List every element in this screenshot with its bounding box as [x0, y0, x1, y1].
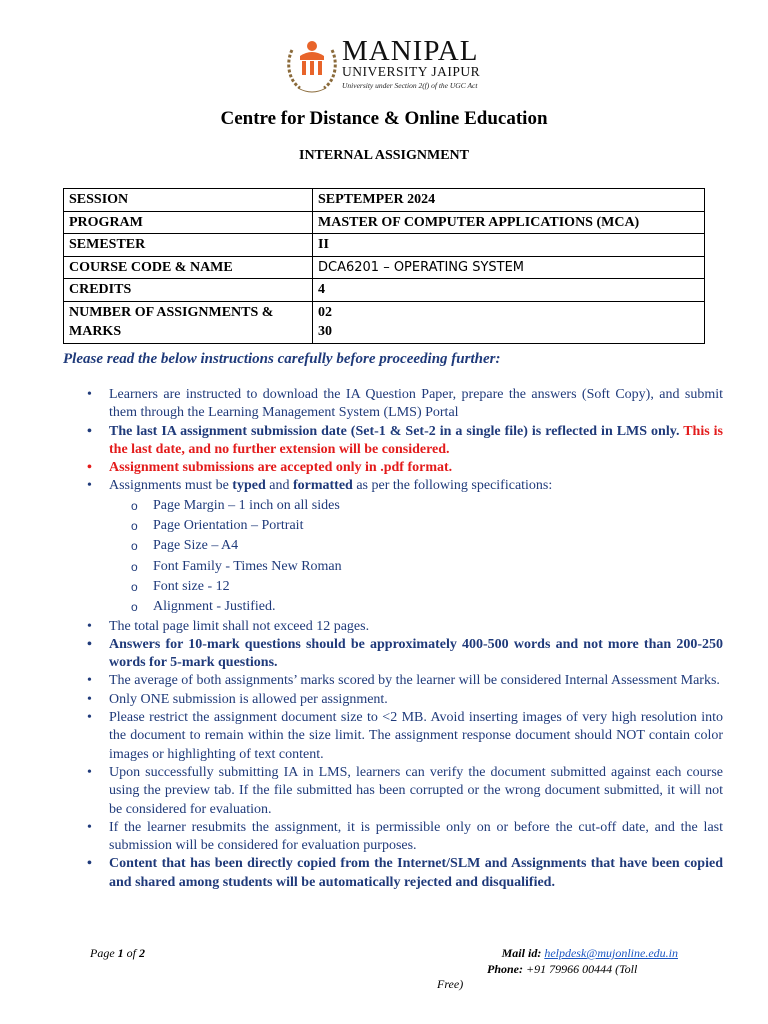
instructions-list — [63, 386, 723, 892]
spec-item: o Page Size – A4 — [153, 536, 723, 556]
footer-phone — [487, 962, 637, 977]
helpdesk-email-link[interactable]: helpdesk@mujonline.edu.in — [544, 946, 678, 960]
format-text-typed: typed — [232, 478, 266, 494]
list-item — [109, 423, 723, 460]
assignments-count: 02 — [318, 304, 332, 320]
spec-item: o Alignment - Justified. — [153, 597, 723, 617]
list-item — [109, 477, 723, 617]
assignment-title: INTERNAL ASSIGNMENT — [299, 148, 469, 163]
session-value: SEPTEMPER 2024 — [313, 189, 705, 212]
assignments-value-cell — [313, 301, 705, 343]
list-item: • Assignment submissions are accepted only in .pdf format. — [109, 459, 723, 477]
logo-name: MANIPAL — [342, 35, 479, 67]
program-value: MASTER OF COMPUTER APPLICATIONS (MCA) — [313, 211, 705, 234]
phone-label: Phone: — [487, 962, 526, 976]
list-item: • Only ONE submission is allowed per assignment. — [109, 691, 723, 709]
course-value: DCA6201 – OPERATING SYSTEM — [318, 259, 525, 275]
footer-mail — [478, 946, 678, 962]
logo-tagline: University under Section 2(f) of the UGC Act — [342, 81, 478, 90]
list-item: • Please restrict the assignment document size to <2 MB. Avoid inserting images of very high resolution into the document to remain within the size limit. The assignment response document should NOT contain color images or highlighting of text content. — [109, 709, 723, 764]
mail-label: Mail id: — [501, 946, 545, 960]
format-text-post: as per the following specifications: — [352, 478, 553, 494]
spec-item: o Page Margin – 1 inch on all sides — [153, 496, 723, 516]
table-row — [64, 211, 705, 234]
centre-title: Centre for Distance & Online Education — [220, 108, 548, 129]
logo-subtitle: UNIVERSITY JAIPUR — [342, 64, 481, 79]
table-row — [64, 279, 705, 302]
page-prefix: Page — [90, 946, 118, 960]
spec-item: o Font Family - Times New Roman — [153, 557, 723, 577]
credits-label: CREDITS — [64, 279, 313, 302]
credits-value: 4 — [313, 279, 705, 302]
list-item: • Upon successfully submitting IA in LMS, learners can verify the document submitted against each course using the preview tab. If the file submitted has been corrupted or the wrong document submitted, it will not be considered for evaluation. — [109, 764, 723, 819]
format-text-pre: Assignments must be — [109, 478, 233, 494]
table-row — [64, 189, 705, 212]
page-of: of — [123, 946, 139, 960]
university-emblem-icon — [284, 36, 340, 96]
phone-value: +91 79966 00444 (Toll — [526, 962, 638, 976]
list-item: • Learners are instructed to download the IA Question Paper, prepare the answers (Soft Copy), and submit them through the Learning Management System (LMS) Portal — [109, 386, 723, 423]
list-item: • If the learner resubmits the assignment, it is permissible only on or before the cut-off date, and the last submission will be considered for evaluation purposes. — [109, 819, 723, 856]
deadline-note: The last IA assignment submission date (Set-1 & Set-2 in a single file) is reflected in LMS only. — [109, 423, 680, 439]
format-text-formatted: formatted — [292, 478, 353, 494]
list-item: • The total page limit shall not exceed 12 pages. — [109, 618, 723, 636]
list-item: • Answers for 10-mark questions should be approximately 400-500 words and not more than 200-250 words for 5-mark questions. — [109, 636, 723, 673]
session-label: SESSION — [64, 189, 313, 212]
table-row — [64, 234, 705, 257]
list-item: • The average of both assignments’ marks scored by the learner will be considered Internal Assessment Marks. — [109, 672, 723, 690]
spec-item: o Page Orientation – Portrait — [153, 516, 723, 536]
page-number — [90, 946, 145, 961]
university-logo — [284, 36, 494, 96]
assignments-label: NUMBER OF ASSIGNMENTS & MARKS — [64, 301, 313, 343]
table-row — [64, 256, 705, 279]
format-text-and: and — [265, 478, 293, 494]
phone-continuation: Free) — [437, 977, 464, 991]
page-total: 2 — [139, 946, 145, 960]
page-current: 1 — [117, 946, 124, 960]
list-item: • Content that has been directly copied from the Internet/SLM and Assignments that have been copied and shared among students will be automatically rejected and disqualified. — [109, 855, 723, 892]
table-row — [64, 301, 705, 343]
instructions-heading: Please read the below instructions carefully before proceeding further: — [63, 351, 501, 367]
course-value-cell — [313, 256, 705, 279]
spec-item: o Font size - 12 — [153, 577, 723, 597]
program-label: PROGRAM — [64, 211, 313, 234]
format-spec-list — [109, 496, 723, 618]
assignments-marks: 30 — [318, 324, 332, 339]
semester-value: II — [313, 234, 705, 257]
course-label: COURSE CODE & NAME — [64, 256, 313, 279]
semester-label: SEMESTER — [64, 234, 313, 257]
course-info-table — [63, 188, 705, 344]
no-extension-note: This is the last date, and no further extension will be considered. — [109, 423, 723, 457]
